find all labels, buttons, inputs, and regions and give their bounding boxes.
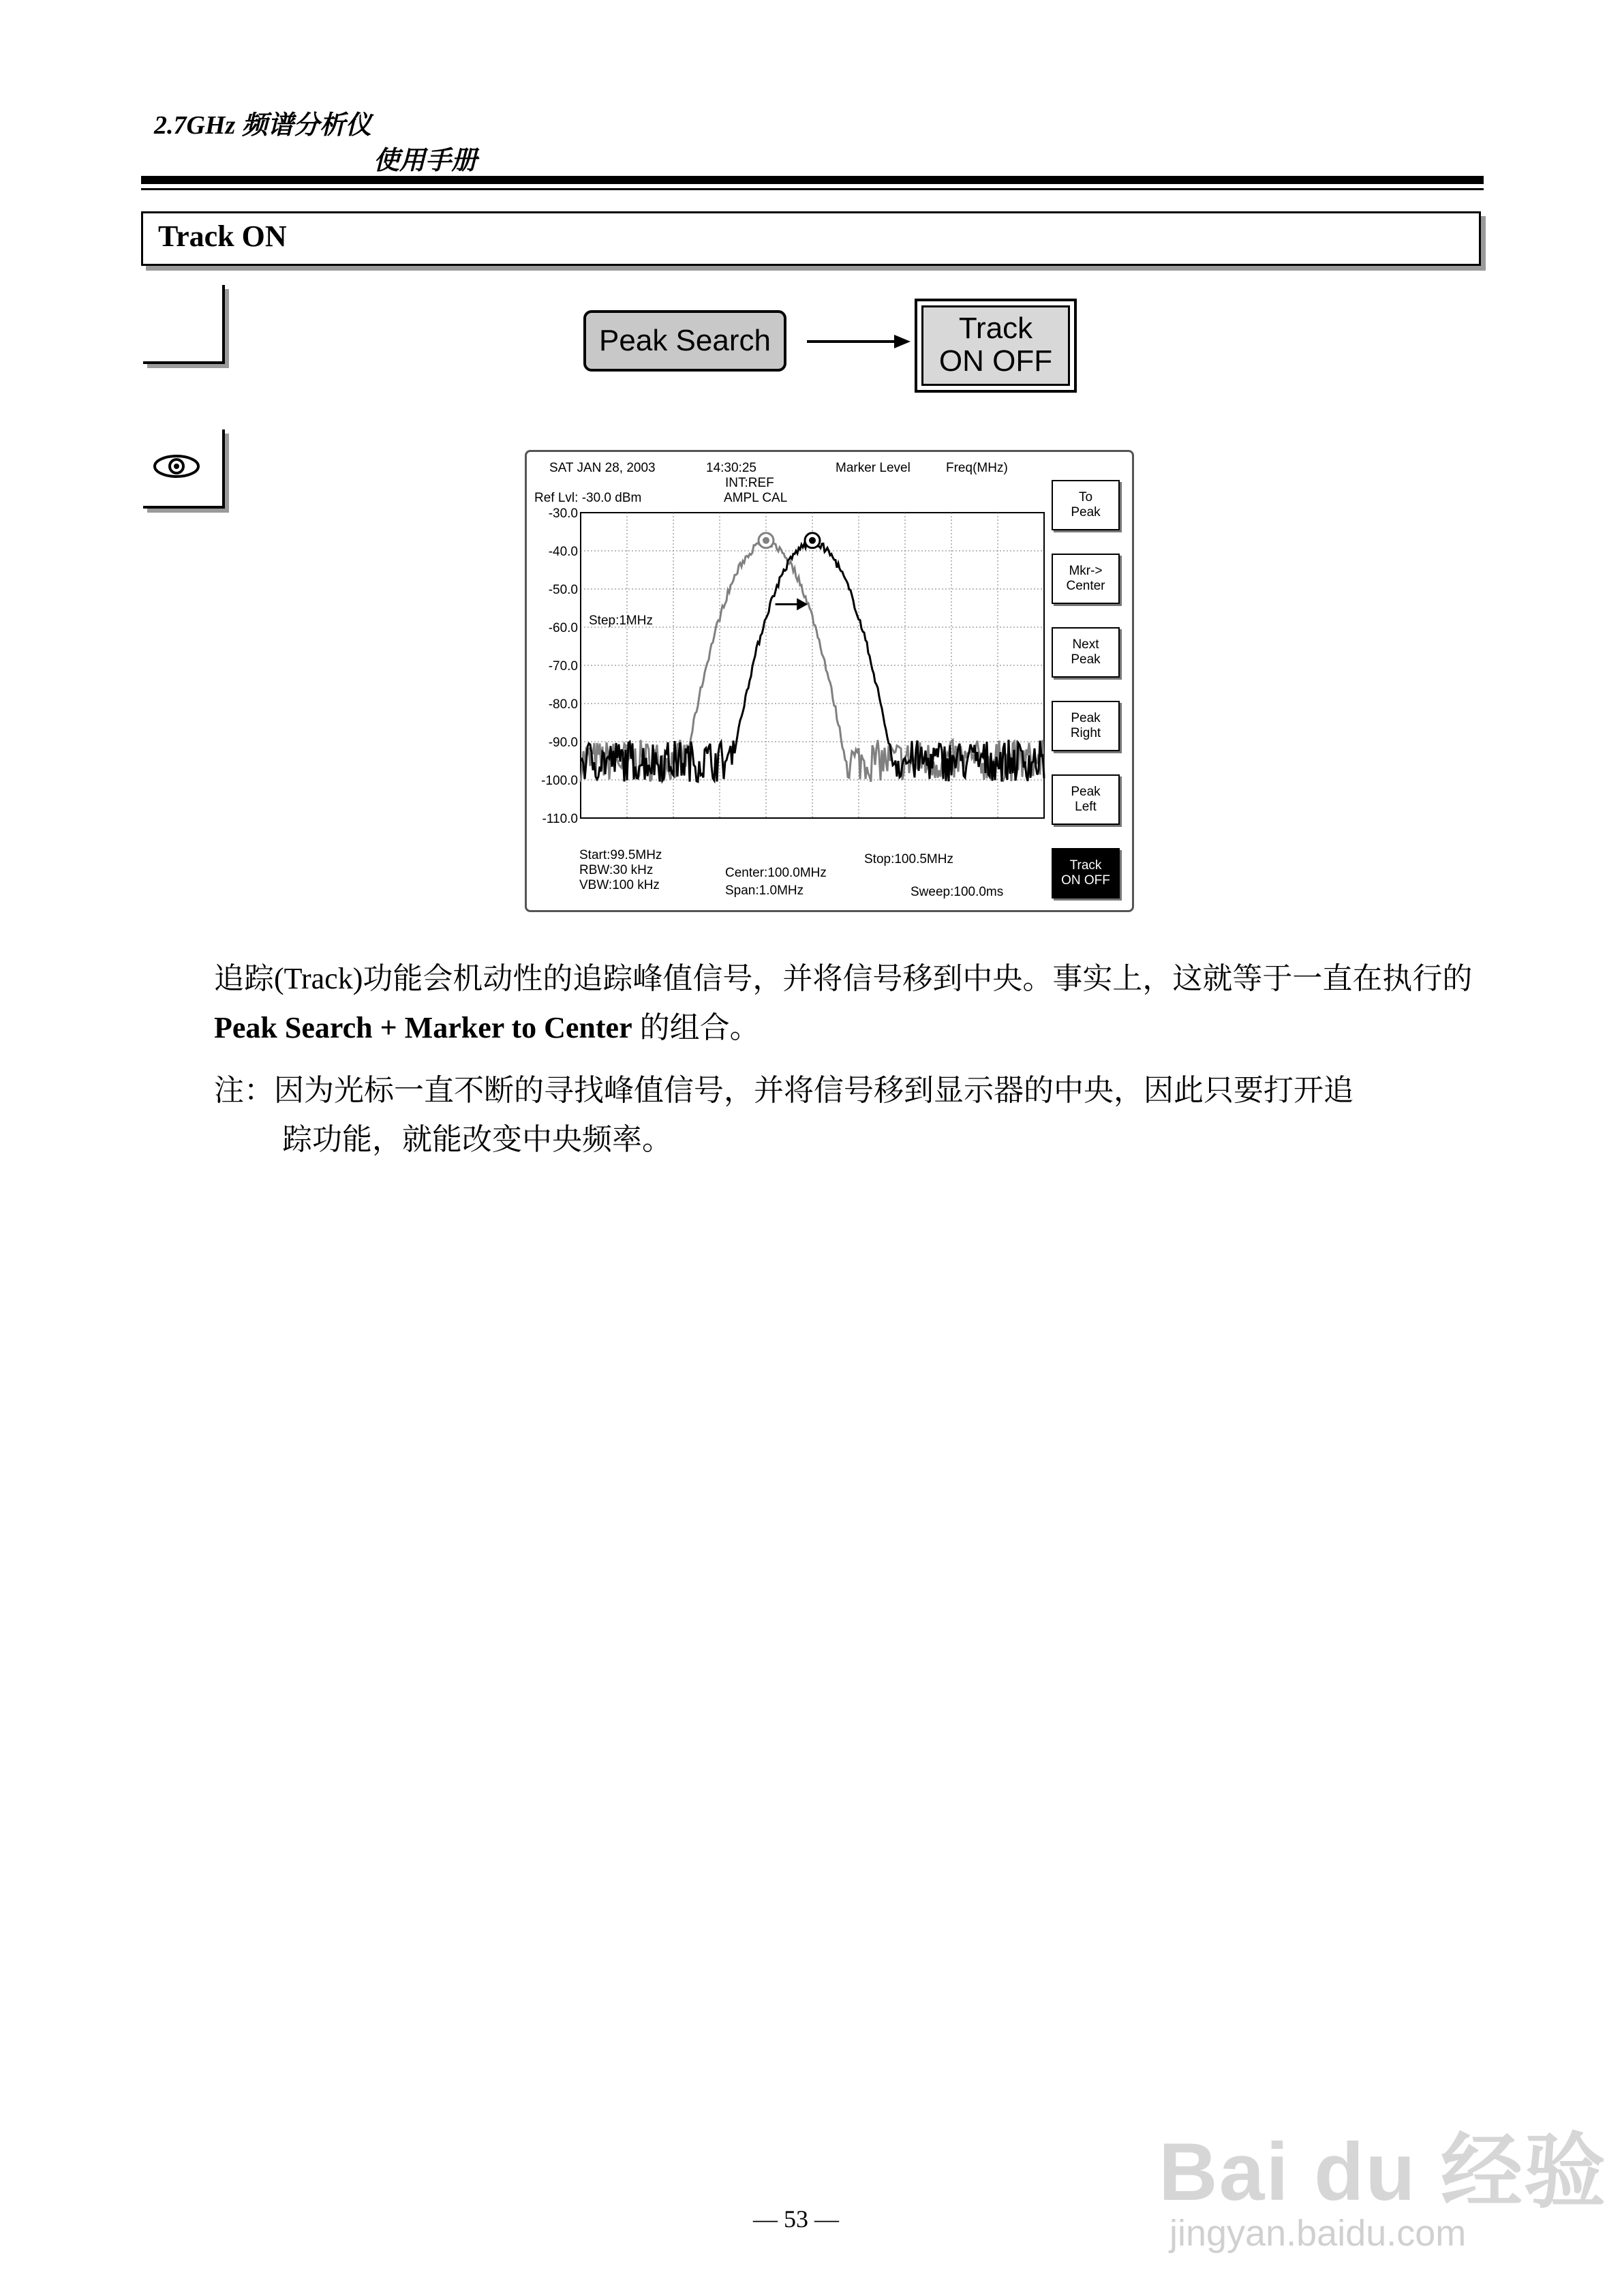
screen-vbw: VBW:100 kHz [579,878,660,892]
header-rule-thin [141,188,1484,190]
softkey-peak-right [1052,701,1120,751]
header-rule-thick [141,176,1484,184]
screen-date: SAT JAN 28, 2003 [549,461,656,475]
screen-stop: Stop:100.5MHz [864,852,953,866]
peak-marker-dot [809,537,816,544]
softkey-label: Center [1066,579,1105,593]
peak-marker-dot [763,537,769,544]
softkey-track-on-off [1052,848,1120,898]
softkey-label: Peak [1071,505,1101,519]
screen-freq-unit: Freq(MHz) [946,461,1008,475]
y-tick-label: -80.0 [548,697,578,712]
softkey-mkr-center [1052,554,1120,604]
screen-marker-level: Marker Level [836,461,911,475]
screen-rbw: RBW:30 kHz [579,863,654,877]
screen-ampl-cal: AMPL CAL [724,491,788,505]
y-tick-label: -90.0 [548,736,578,750]
softkey-next-peak [1052,627,1120,678]
paragraph-bold-text: Peak Search + Marker to Center [214,1011,632,1044]
note-line-1: 注：因为光标一直不断的寻找峰值信号，并将信号移到显示器的中央，因此只要打开追 [214,1074,1353,1107]
softkey-to-peak [1052,480,1120,530]
track-key-label-2: ON OFF [938,344,1053,378]
paragraph-track-description [214,954,1482,1053]
section-title-box [141,211,1481,266]
note-line-2: 踪功能，就能改变中央频率。 [282,1123,672,1156]
spectrum-plot [525,498,1056,852]
y-tick-label: -100.0 [541,774,578,788]
header-subtitle: 使用手册 [373,147,478,175]
softkey-peak-left [1052,774,1120,825]
softkey-label: ON OFF [1061,873,1110,888]
key-sequence-marker [143,285,225,364]
softkey-label: Left [1075,800,1097,814]
softkey-label: Track [1069,858,1102,873]
softkey-label: To [1078,490,1093,504]
watermark-url: jingyan.baidu.com [1169,2213,1467,2254]
peak-search-key-label: Peak Search [599,324,771,357]
y-tick-label: -40.0 [548,545,578,559]
track-on-off-key [915,299,1077,393]
paragraph-text-end: 的组合。 [632,1011,760,1044]
softkey-label: Peak [1071,652,1101,667]
y-tick-label: -70.0 [548,659,578,674]
screen-start: Start:99.5MHz [579,848,662,862]
watermark-logo: Bai du 经验 [1159,2126,1608,2218]
section-title: Track ON [158,220,287,253]
y-tick-label: -110.0 [542,812,578,826]
screen-span: Span:1.0MHz [725,883,804,898]
y-tick-label: -30.0 [548,507,578,521]
softkey-label: Peak [1071,711,1101,725]
header-title: 2.7GHz 频谱分析仪 [154,111,371,140]
y-tick-label: -50.0 [548,583,578,597]
screen-center: Center:100.0MHz [725,866,827,880]
softkey-label: Next [1072,637,1099,652]
softkey-label: Mkr-> [1069,564,1103,578]
step-label: Step:1MHz [589,613,653,628]
page-number: — 53 — [753,2205,839,2233]
screen-ref-level: Ref Lvl: -30.0 dBm [534,491,642,505]
track-key-label-1: Track [958,312,1033,345]
arrow-right-icon [804,331,913,352]
paragraph-text: 追踪(Track)功能会机动性的追踪峰值信号，并将信号移到中央。事实上，这就等于一直在执行的 [214,962,1473,995]
peak-search-key [583,310,786,372]
screen-sweep: Sweep:100.0ms [911,885,1004,899]
screen-time: 14:30:25 [706,461,756,475]
softkey-label: Peak [1071,785,1101,799]
y-tick-label: -60.0 [548,621,578,635]
screen-int-ref: INT:REF [725,476,774,490]
softkey-label: Right [1070,726,1101,740]
eye-icon [151,451,202,481]
